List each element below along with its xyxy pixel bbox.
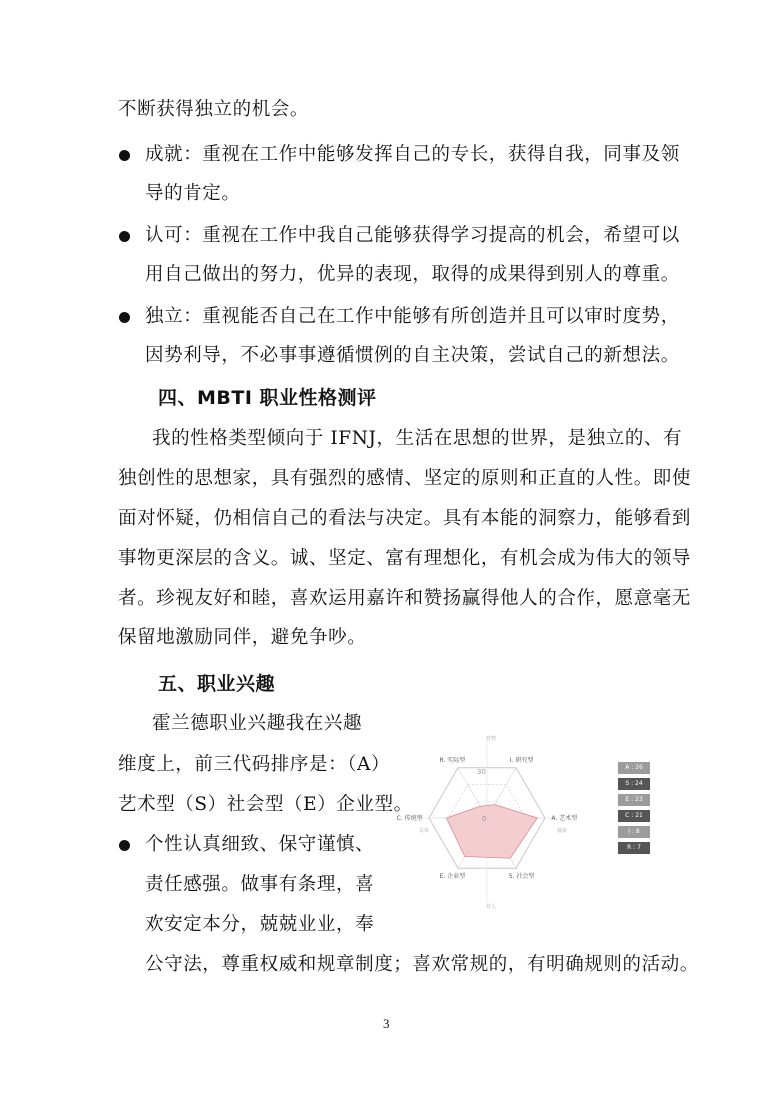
radar-outer-label-right: 抽象 [556, 828, 568, 834]
radar-axis-label: A. 艺术型 [551, 815, 578, 822]
paragraph-line: 保留地激励同伴，避免争吵。 [118, 627, 367, 648]
paragraph-line: 霍兰德职业兴趣我在兴趣 [152, 713, 363, 734]
holland-radar-chart [390, 728, 630, 918]
paragraph-line: 者。珍视友好和睦，喜欢运用嘉许和赞扬赢得他人的合作，愿意毫无 [118, 588, 692, 609]
score-badge [618, 794, 650, 806]
score-value: 8 [635, 828, 640, 835]
score-value: 7 [637, 844, 641, 851]
score-value: 23 [635, 796, 643, 803]
score-badge [618, 842, 650, 854]
bullet-text: 公守法，尊重权威和规章制度；喜欢常规的，有明确规则的活动。 [145, 954, 699, 975]
radar-tick-label: 30 [477, 768, 486, 776]
paragraph-line: 面对怀疑，仍相信自己的看法与决定。具有本能的洞察力，能够看到 [118, 508, 692, 529]
score-value: 26 [635, 764, 643, 771]
page-number: 3 [383, 1016, 390, 1031]
score-legend [618, 762, 650, 862]
score-badge [618, 778, 650, 790]
paragraph-line: 维度上，前三代码排序是：（A） [118, 754, 391, 775]
score-value: 24 [635, 780, 643, 787]
score-code: S [625, 780, 630, 787]
radar-axis-label: R. 实际型 [439, 756, 466, 764]
score-code: R [627, 844, 632, 851]
radar-series-polygon [446, 805, 537, 859]
score-separator: : [629, 764, 636, 771]
radar-outer-label-left: 具体 [418, 828, 430, 834]
score-code: I [628, 828, 631, 835]
bullet-text: 成就：重视在工作中能够发挥自己的专长，获得自我，同事及领 [145, 144, 680, 165]
score-code: C [625, 812, 630, 819]
bullet-icon [119, 150, 130, 161]
score-separator: : [631, 844, 638, 851]
bullet-text: 责任感强。做事有条理，喜 [145, 874, 375, 895]
radar-axis-label: C. 传统型 [396, 815, 423, 822]
bullet-icon [119, 840, 130, 851]
paragraph-line: 事物更深层的含义。诚、坚定、富有理想化，有机会成为伟大的领导 [118, 548, 692, 569]
score-separator: : [629, 780, 635, 787]
bullet-text: 因势利导，不必事事遵循惯例的自主决策，尝试自己的新想法。 [145, 345, 680, 366]
section-heading-mbti: 四、MBTI 职业性格测评 [158, 387, 377, 409]
score-badge [618, 810, 650, 822]
score-code: E [625, 796, 630, 803]
radar-tick-label: 0 [482, 815, 487, 823]
bullet-text: 用自己做出的努力，优异的表现，取得的成果得到别人的尊重。 [145, 264, 680, 285]
score-badge [618, 762, 650, 774]
score-separator: : [629, 796, 635, 803]
score-separator: : [629, 812, 636, 819]
score-separator: : [630, 828, 636, 835]
radar-axis-label: I. 研究型 [509, 756, 534, 764]
text-line: 不断获得独立的机会。 [118, 99, 310, 120]
radar-outer-label-top: 对物 [485, 736, 497, 742]
bullet-icon [119, 231, 130, 242]
score-value: 21 [635, 812, 643, 819]
radar-axis-label: E. 企业型 [439, 873, 466, 881]
bullet-text: 独立：重视能否自己在工作中能够有所创造并且可以审时度势， [145, 306, 680, 327]
radar-outer-label-bottom: 对人 [485, 904, 497, 910]
score-code: A [625, 764, 630, 771]
bullet-text: 欢安定本分，兢兢业业，奉 [145, 914, 375, 935]
paragraph-line: 独创性的思想家，具有强烈的感情、坚定的原则和正直的人性。即使 [118, 468, 692, 489]
bullet-text: 认可：重视在工作中我自己能够获得学习提高的机会，希望可以 [145, 225, 680, 246]
score-badge [618, 826, 650, 838]
bullet-icon [119, 312, 130, 323]
section-heading-interest: 五、职业兴趣 [158, 673, 276, 695]
radar-axis-label: S. 社会型 [508, 873, 535, 881]
paragraph-line: 我的性格类型倾向于 IFNJ，生活在思想的世界，是独立的、有 [152, 428, 683, 449]
bullet-text: 导的肯定。 [145, 183, 241, 204]
paragraph-line: 艺术型（S）社会型（E）企业型。 [118, 794, 413, 815]
bullet-text: 个性认真细致、保守谨慎、 [145, 834, 375, 855]
